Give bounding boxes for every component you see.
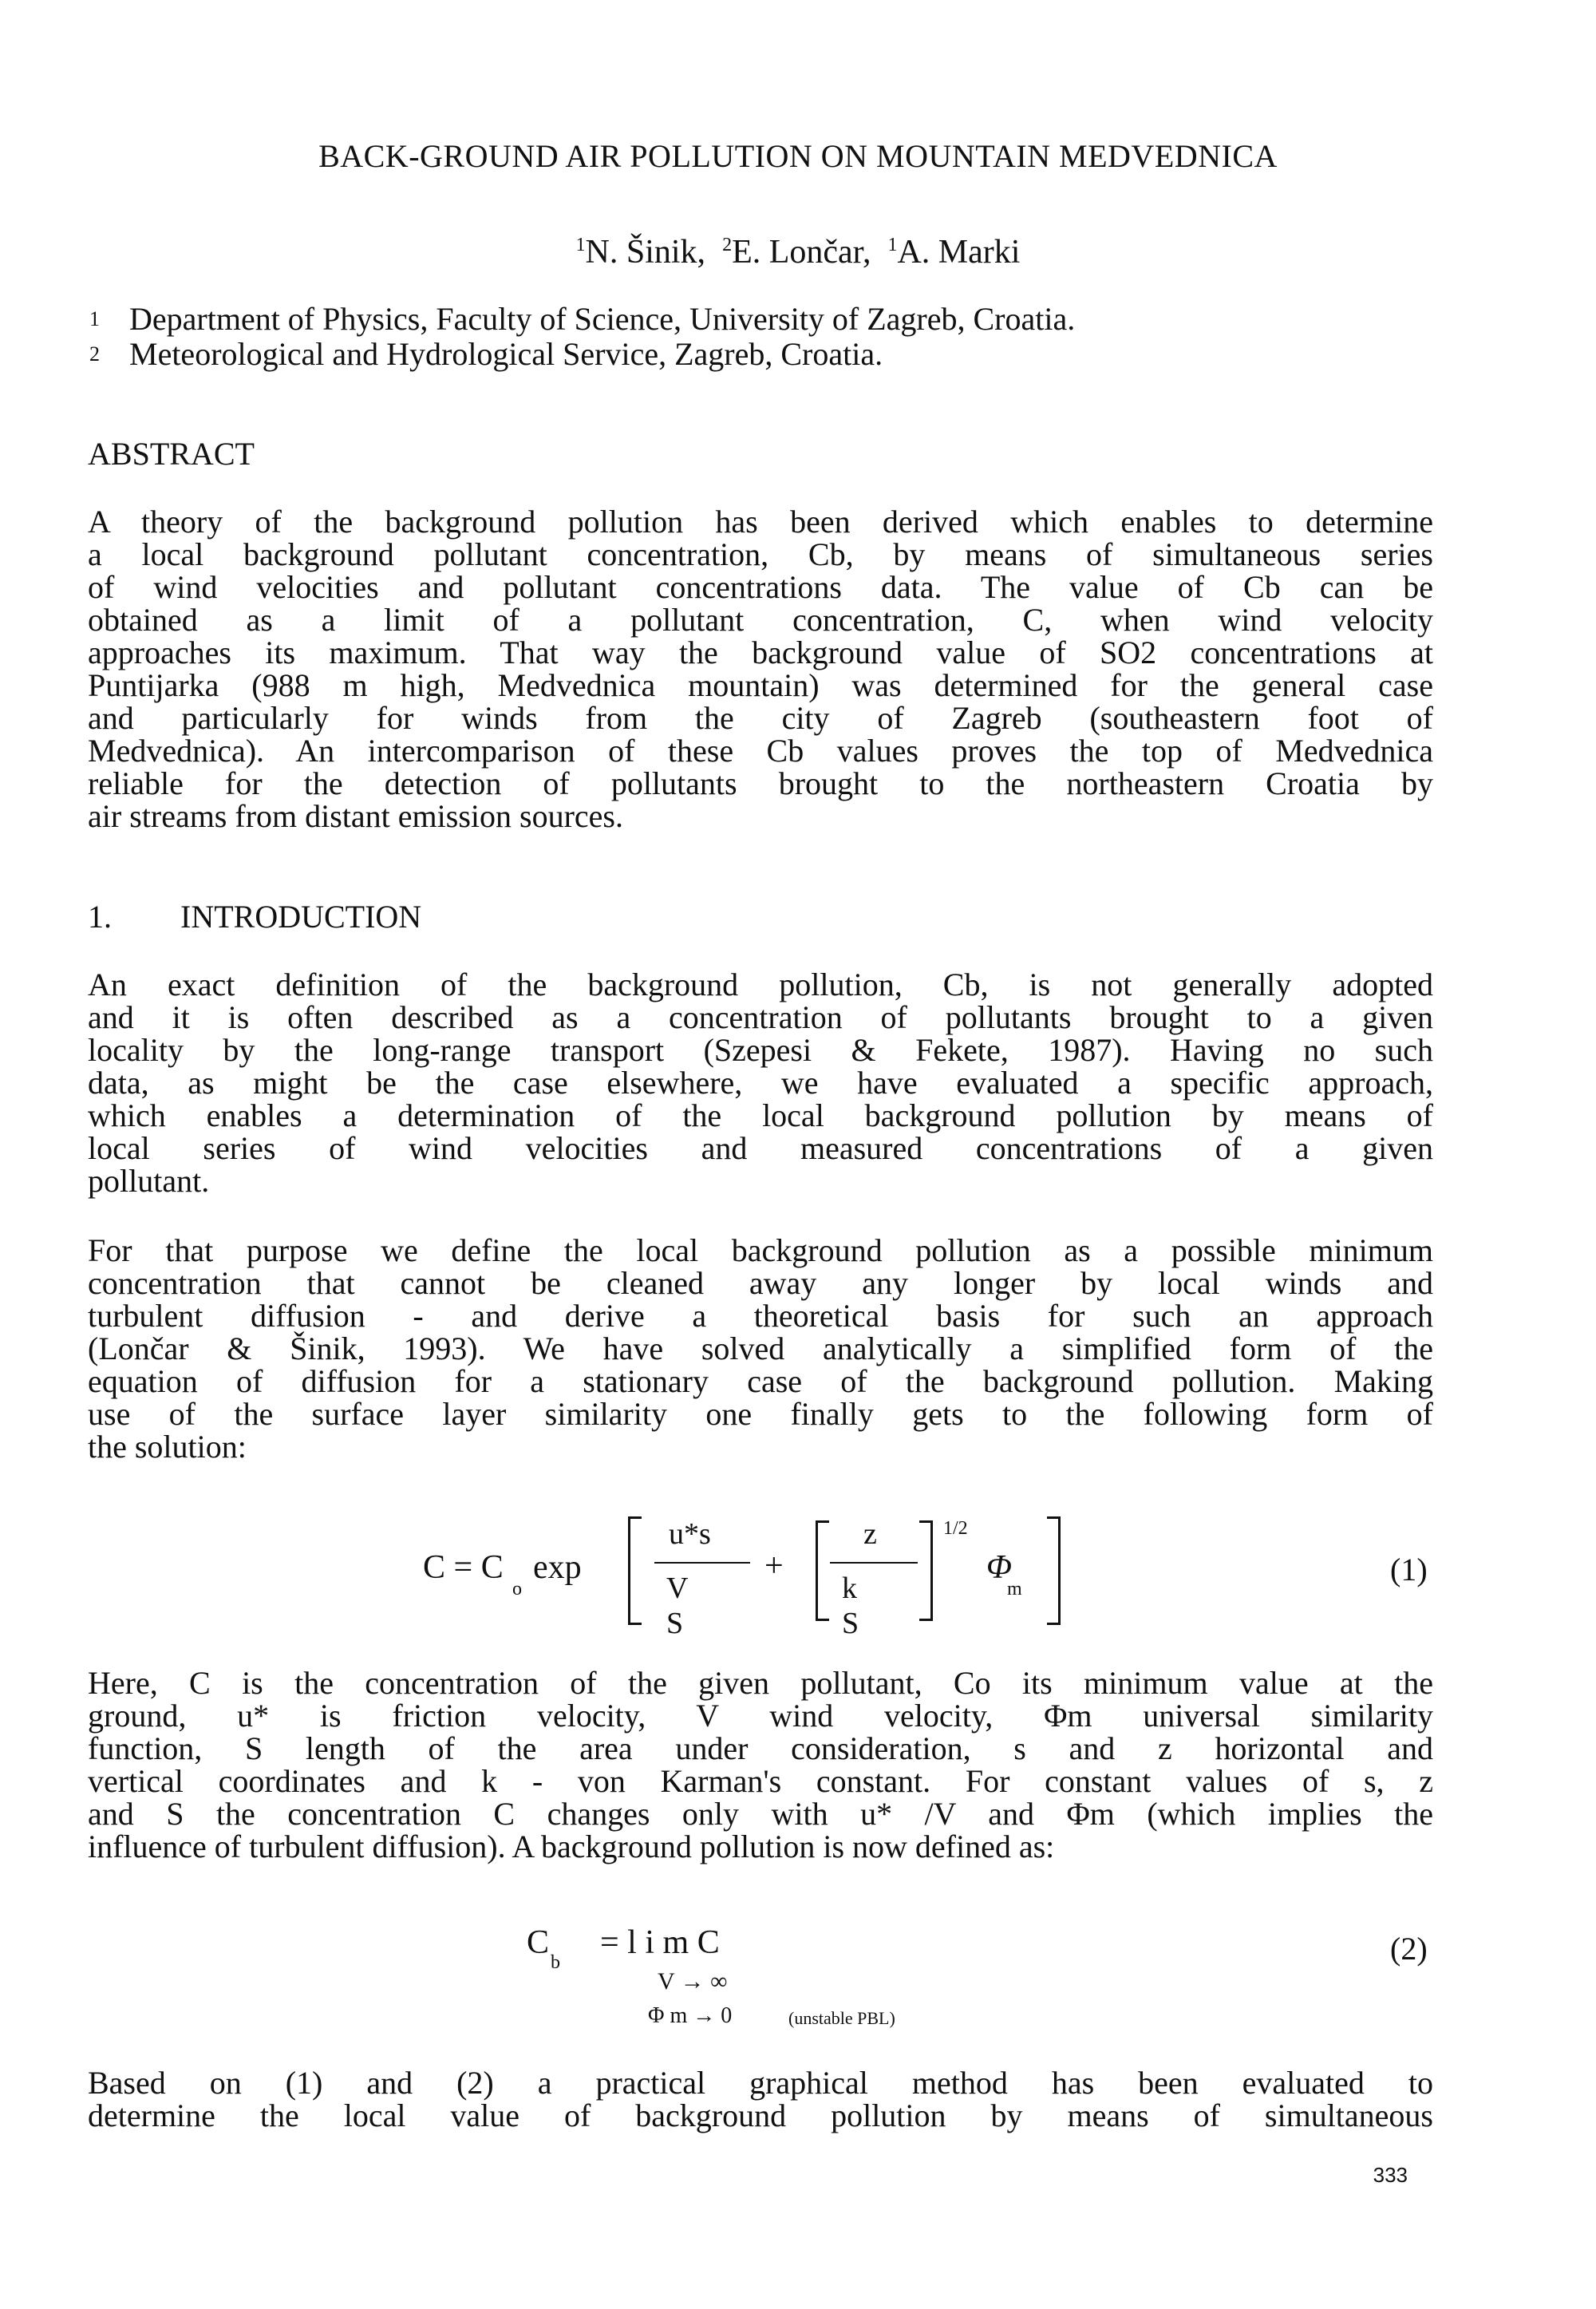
intro-line: locality by the long-range transport (Szepesi & Fekete, 1987). Having no such	[88, 1032, 1433, 1068]
eq1-left-bracket	[628, 1516, 642, 1625]
section-heading: INTRODUCTION	[180, 899, 422, 935]
eq2-lhs-sub: b	[551, 1952, 560, 1973]
eq1-den1: V S	[666, 1572, 688, 1640]
intro-paragraph-3	[88, 1667, 1433, 1863]
eq2-lhs: C	[527, 1924, 550, 1961]
affiliation-1-num: 1	[89, 307, 100, 330]
eq1-inner-right-bracket	[919, 1520, 933, 1621]
intro-line: function, S length of the area under consideration, s and z horizontal and	[88, 1730, 1433, 1766]
eq1-exp: exp	[533, 1549, 582, 1586]
eq1-num1: u*s	[669, 1517, 711, 1551]
eq1-exponent: 1/2	[943, 1518, 968, 1539]
abstract-line: Medvednica). An intercomparison of these Cb values proves the top of Medvednica	[88, 733, 1433, 769]
intro-line: For that purpose we define the local background pollution as a possible minimum	[88, 1232, 1433, 1268]
author-1-name: N. Šinik,	[585, 234, 706, 271]
abstract-line: air streams from distant emission sources.	[88, 798, 623, 834]
eq1-frac-bar-2	[830, 1562, 918, 1564]
intro-paragraph-4	[88, 2066, 1433, 2132]
intro-line: local series of wind velocities and measured concentrations of a given	[88, 1130, 1433, 1166]
abstract-body	[88, 505, 1433, 832]
author-3-sup: 1	[887, 235, 898, 255]
author-2-name: E. Lončar,	[732, 234, 871, 271]
intro-line: Based on (1) and (2) a practical graphical method has been evaluated to	[88, 2065, 1433, 2101]
abstract-line: A theory of the background pollution has been derived which enables to determine	[88, 504, 1433, 540]
affiliation-1	[89, 302, 1075, 337]
intro-line: which enables a determination of the local background pollution by means of	[88, 1097, 1433, 1133]
eq1-lhs: C = C	[423, 1549, 504, 1586]
eq2-limit-phi: Φ m → 0	[648, 2003, 733, 2028]
eq1-plus: +	[764, 1548, 784, 1584]
abstract-heading: ABSTRACT	[88, 436, 255, 472]
intro-line: ground, u* is friction velocity, V wind velocity, Φm universal similarity	[88, 1698, 1433, 1734]
intro-line: vertical coordinates and k - von Karman's constant. For constant values of s, z	[88, 1763, 1433, 1799]
page-number: 333	[1373, 2163, 1408, 2187]
intro-line: determine the local value of background pollution by means of simultaneous	[88, 2097, 1433, 2133]
intro-line: concentration that cannot be cleaned away any longer by local winds and	[88, 1265, 1433, 1301]
affiliation-2-text: Meteorological and Hydrological Service, Zagreb, Croatia.	[129, 336, 883, 372]
intro-line: the solution:	[88, 1429, 247, 1465]
eq1-num2: z	[863, 1517, 877, 1551]
eq1-right-bracket	[1047, 1516, 1061, 1625]
intro-paragraph-2	[88, 1234, 1433, 1463]
eq1-inner-left-bracket	[816, 1520, 829, 1621]
abstract-line: obtained as a limit of a pollutant concentration, C, when wind velocity	[88, 602, 1433, 638]
eq1-phi: Φ	[986, 1549, 1012, 1586]
eq1-den2: k S	[842, 1572, 859, 1640]
eq2-limit-v: V → ∞	[658, 1968, 728, 1995]
intro-paragraph-1	[88, 968, 1433, 1197]
intro-line: equation of diffusion for a stationary case of the background pollution. Making	[88, 1363, 1433, 1399]
affiliation-2	[89, 337, 883, 372]
intro-line: (Lončar & Šinik, 1993). We have solved analytically a simplified form of the	[88, 1330, 1433, 1366]
abstract-line: a local background pollutant concentration, Cb, by means of simultaneous series	[88, 536, 1433, 572]
paper-title: BACK-GROUND AIR POLLUTION ON MOUNTAIN MEDVEDNICA	[318, 138, 1278, 174]
intro-line: Here, C is the concentration of the given pollutant, Co its minimum value at the	[88, 1665, 1433, 1701]
eq2-rhs: = l i m C	[600, 1924, 720, 1961]
abstract-line: Puntijarka (988 m high, Medvednica mountain) was determined for the general case	[88, 667, 1433, 703]
section-number: 1.	[88, 899, 112, 935]
abstract-line: and particularly for winds from the city of Zagreb (southeastern foot of	[88, 700, 1433, 736]
eq1-frac-bar-1	[654, 1562, 750, 1564]
intro-line: and it is often described as a concentration of pollutants brought to a given	[88, 999, 1433, 1035]
author-2-sup: 2	[722, 235, 733, 255]
intro-line: pollutant.	[88, 1163, 210, 1199]
eq1-phi-sub: m	[1007, 1579, 1022, 1599]
affiliation-2-num: 2	[89, 342, 100, 366]
intro-line: influence of turbulent diffusion). A background pollution is now defined as:	[88, 1829, 1055, 1864]
author-3-name: A. Marki	[897, 234, 1021, 271]
intro-line: turbulent diffusion - and derive a theoretical basis for such an approach	[88, 1298, 1433, 1334]
intro-line: and S the concentration C changes only with u* /V and Φm (which implies the	[88, 1796, 1433, 1832]
intro-line: data, as might be the case elsewhere, we have evaluated a specific approach,	[88, 1065, 1433, 1101]
affiliation-1-text: Department of Physics, Faculty of Science, University of Zagreb, Croatia.	[129, 301, 1076, 337]
abstract-line: approaches its maximum. That way the background value of SO2 concentrations at	[88, 635, 1433, 670]
abstract-line: reliable for the detection of pollutants brought to the northeastern Croatia by	[88, 765, 1433, 801]
intro-line: An exact definition of the background pollution, Cb, is not generally adopted	[88, 967, 1433, 1002]
eq1-label: (1)	[1390, 1552, 1428, 1587]
eq2-label: (2)	[1390, 1931, 1428, 1967]
abstract-line: of wind velocities and pollutant concentrations data. The value of Cb can be	[88, 569, 1433, 605]
eq2-note: (unstable PBL)	[788, 2008, 895, 2028]
eq1-lhs-sub: o	[512, 1579, 522, 1599]
author-1-sup: 1	[575, 235, 586, 255]
intro-line: use of the surface layer similarity one finally gets to the following form of	[88, 1396, 1433, 1432]
author-list	[0, 233, 1596, 271]
